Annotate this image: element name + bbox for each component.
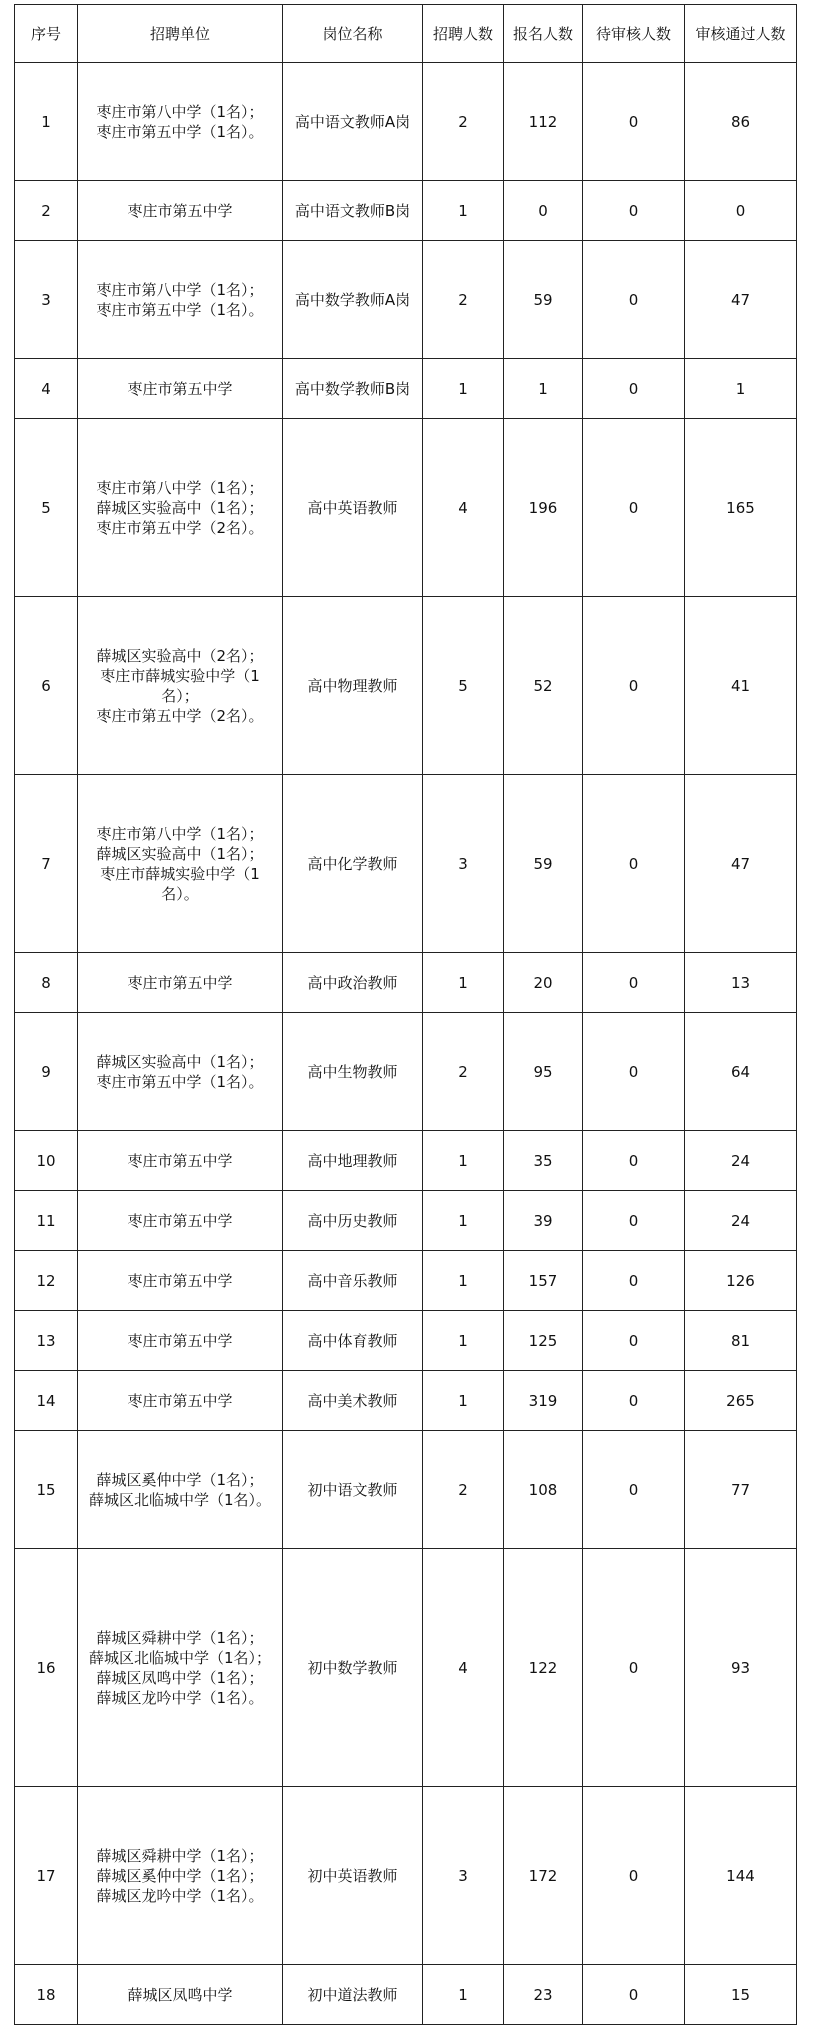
cell-approved: 47 xyxy=(685,775,797,953)
unit-line: 枣庄市第五中学 xyxy=(127,1211,233,1230)
cell-pending: 0 xyxy=(583,1965,685,2025)
cell-applicants: 59 xyxy=(504,775,583,953)
cell-applicants: 20 xyxy=(504,953,583,1013)
cell-quota: 5 xyxy=(423,597,504,775)
cell-position: 高中英语教师 xyxy=(283,419,423,597)
header-quota: 招聘人数 xyxy=(423,5,504,63)
cell-unit xyxy=(78,1013,283,1131)
cell-pending: 0 xyxy=(583,1371,685,1431)
cell-pending: 0 xyxy=(583,775,685,953)
unit-line: 枣庄市第八中学（1名）； xyxy=(96,824,264,843)
cell-position: 高中地理教师 xyxy=(283,1131,423,1191)
cell-no: 17 xyxy=(15,1787,78,1965)
unit-line: 枣庄市第五中学（1名）。 xyxy=(96,122,264,141)
cell-applicants: 1 xyxy=(504,359,583,419)
cell-no: 9 xyxy=(15,1013,78,1131)
cell-position: 高中物理教师 xyxy=(283,597,423,775)
cell-approved: 64 xyxy=(685,1013,797,1131)
cell-no: 2 xyxy=(15,181,78,241)
table-row xyxy=(15,181,797,241)
table-row xyxy=(15,241,797,359)
cell-no: 11 xyxy=(15,1191,78,1251)
unit-line: 薛城区实验高中（1名）； xyxy=(96,844,264,863)
cell-no: 5 xyxy=(15,419,78,597)
table-row xyxy=(15,597,797,775)
cell-pending: 0 xyxy=(583,63,685,181)
cell-pending: 0 xyxy=(583,419,685,597)
cell-no: 12 xyxy=(15,1251,78,1311)
unit-line: 枣庄市第八中学（1名）； xyxy=(96,280,264,299)
cell-pending: 0 xyxy=(583,181,685,241)
cell-approved: 81 xyxy=(685,1311,797,1371)
cell-quota: 1 xyxy=(423,1965,504,2025)
cell-pending: 0 xyxy=(583,1431,685,1549)
cell-applicants: 108 xyxy=(504,1431,583,1549)
cell-approved: 126 xyxy=(685,1251,797,1311)
cell-unit xyxy=(78,1787,283,1965)
unit-line: 薛城区龙吟中学（1名）。 xyxy=(96,1688,264,1707)
cell-position: 高中历史教师 xyxy=(283,1191,423,1251)
cell-approved: 41 xyxy=(685,597,797,775)
cell-quota: 1 xyxy=(423,181,504,241)
cell-no: 18 xyxy=(15,1965,78,2025)
cell-unit xyxy=(78,597,283,775)
table-row xyxy=(15,63,797,181)
unit-line: 枣庄市薛城实验中学（1 xyxy=(100,666,260,685)
cell-applicants: 319 xyxy=(504,1371,583,1431)
unit-line: 枣庄市第五中学 xyxy=(127,379,233,398)
cell-pending: 0 xyxy=(583,953,685,1013)
recruitment-table xyxy=(14,4,797,2025)
cell-applicants: 112 xyxy=(504,63,583,181)
unit-line: 枣庄市第五中学 xyxy=(127,1151,233,1170)
unit-line: 枣庄市第五中学（1名）。 xyxy=(96,300,264,319)
header-row xyxy=(15,5,797,63)
cell-unit xyxy=(78,775,283,953)
header-applicants: 报名人数 xyxy=(504,5,583,63)
cell-approved: 77 xyxy=(685,1431,797,1549)
cell-applicants: 23 xyxy=(504,1965,583,2025)
unit-line: 名）。 xyxy=(161,884,199,903)
cell-applicants: 122 xyxy=(504,1549,583,1787)
header-position: 岗位名称 xyxy=(283,5,423,63)
unit-line: 薛城区舜耕中学（1名）； xyxy=(96,1628,264,1647)
cell-pending: 0 xyxy=(583,597,685,775)
cell-applicants: 39 xyxy=(504,1191,583,1251)
unit-line: 枣庄市第五中学（2名）。 xyxy=(96,706,264,725)
cell-applicants: 125 xyxy=(504,1311,583,1371)
cell-quota: 2 xyxy=(423,241,504,359)
unit-line: 枣庄市第八中学（1名）； xyxy=(96,478,264,497)
cell-no: 3 xyxy=(15,241,78,359)
cell-position: 初中数学教师 xyxy=(283,1549,423,1787)
cell-approved: 86 xyxy=(685,63,797,181)
cell-quota: 1 xyxy=(423,1311,504,1371)
table-row xyxy=(15,1371,797,1431)
cell-approved: 265 xyxy=(685,1371,797,1431)
unit-line: 薛城区奚仲中学（1名）； xyxy=(96,1866,264,1885)
cell-unit xyxy=(78,1549,283,1787)
unit-line: 枣庄市第八中学（1名）； xyxy=(96,102,264,121)
unit-line: 枣庄市第五中学 xyxy=(127,1271,233,1290)
table-body xyxy=(15,63,797,2025)
unit-line: 枣庄市第五中学 xyxy=(127,973,233,992)
cell-approved: 1 xyxy=(685,359,797,419)
cell-unit xyxy=(78,1311,283,1371)
header-no: 序号 xyxy=(15,5,78,63)
unit-line: 薛城区舜耕中学（1名）； xyxy=(96,1846,264,1865)
table-row xyxy=(15,1965,797,2025)
cell-no: 8 xyxy=(15,953,78,1013)
cell-quota: 1 xyxy=(423,1131,504,1191)
cell-unit xyxy=(78,241,283,359)
table-row xyxy=(15,1311,797,1371)
cell-no: 1 xyxy=(15,63,78,181)
cell-no: 14 xyxy=(15,1371,78,1431)
cell-quota: 2 xyxy=(423,1013,504,1131)
cell-no: 10 xyxy=(15,1131,78,1191)
cell-no: 16 xyxy=(15,1549,78,1787)
cell-approved: 15 xyxy=(685,1965,797,2025)
cell-approved: 47 xyxy=(685,241,797,359)
cell-position: 高中语文教师A岗 xyxy=(283,63,423,181)
cell-no: 4 xyxy=(15,359,78,419)
cell-approved: 24 xyxy=(685,1191,797,1251)
cell-applicants: 95 xyxy=(504,1013,583,1131)
table-row xyxy=(15,359,797,419)
cell-position: 高中语文教师B岗 xyxy=(283,181,423,241)
cell-position: 初中语文教师 xyxy=(283,1431,423,1549)
cell-unit xyxy=(78,1191,283,1251)
cell-position: 高中生物教师 xyxy=(283,1013,423,1131)
table-row xyxy=(15,1131,797,1191)
header-pending: 待审核人数 xyxy=(583,5,685,63)
cell-quota: 3 xyxy=(423,775,504,953)
cell-applicants: 157 xyxy=(504,1251,583,1311)
cell-no: 15 xyxy=(15,1431,78,1549)
table-row xyxy=(15,1013,797,1131)
cell-quota: 2 xyxy=(423,63,504,181)
unit-line: 枣庄市薛城实验中学（1 xyxy=(100,864,260,883)
header-unit: 招聘单位 xyxy=(78,5,283,63)
table-row xyxy=(15,1191,797,1251)
cell-pending: 0 xyxy=(583,1311,685,1371)
unit-line: 枣庄市第五中学（1名）。 xyxy=(96,1072,264,1091)
cell-position: 初中英语教师 xyxy=(283,1787,423,1965)
table-row xyxy=(15,1251,797,1311)
cell-position: 初中道法教师 xyxy=(283,1965,423,2025)
cell-quota: 1 xyxy=(423,1191,504,1251)
cell-unit xyxy=(78,419,283,597)
cell-approved: 0 xyxy=(685,181,797,241)
unit-line: 薛城区凤鸣中学 xyxy=(127,1985,233,2004)
table-row xyxy=(15,1431,797,1549)
cell-position: 高中美术教师 xyxy=(283,1371,423,1431)
cell-approved: 144 xyxy=(685,1787,797,1965)
cell-unit xyxy=(78,1965,283,2025)
cell-applicants: 59 xyxy=(504,241,583,359)
unit-line: 名）； xyxy=(161,686,199,705)
cell-position: 高中化学教师 xyxy=(283,775,423,953)
cell-pending: 0 xyxy=(583,1191,685,1251)
unit-line: 薛城区凤鸣中学（1名）； xyxy=(96,1668,264,1687)
cell-approved: 93 xyxy=(685,1549,797,1787)
cell-approved: 24 xyxy=(685,1131,797,1191)
unit-line: 枣庄市第五中学 xyxy=(127,201,233,220)
cell-position: 高中政治教师 xyxy=(283,953,423,1013)
cell-pending: 0 xyxy=(583,1131,685,1191)
cell-pending: 0 xyxy=(583,359,685,419)
unit-line: 薛城区奚仲中学（1名）； xyxy=(96,1470,264,1489)
unit-line: 薛城区实验高中（1名）； xyxy=(96,498,264,517)
cell-pending: 0 xyxy=(583,1787,685,1965)
unit-line: 薛城区龙吟中学（1名）。 xyxy=(96,1886,264,1905)
cell-quota: 1 xyxy=(423,359,504,419)
cell-quota: 2 xyxy=(423,1431,504,1549)
table-row xyxy=(15,775,797,953)
cell-unit xyxy=(78,1371,283,1431)
cell-approved: 165 xyxy=(685,419,797,597)
cell-unit xyxy=(78,953,283,1013)
cell-applicants: 52 xyxy=(504,597,583,775)
cell-unit xyxy=(78,1131,283,1191)
table-row xyxy=(15,419,797,597)
table-row xyxy=(15,953,797,1013)
cell-position: 高中数学教师B岗 xyxy=(283,359,423,419)
cell-quota: 1 xyxy=(423,953,504,1013)
cell-unit xyxy=(78,181,283,241)
unit-line: 薛城区北临城中学（1名）。 xyxy=(88,1490,272,1509)
unit-line: 薛城区北临城中学（1名）； xyxy=(88,1648,272,1667)
cell-applicants: 196 xyxy=(504,419,583,597)
header-approved: 审核通过人数 xyxy=(685,5,797,63)
cell-quota: 4 xyxy=(423,419,504,597)
cell-position: 高中数学教师A岗 xyxy=(283,241,423,359)
cell-applicants: 0 xyxy=(504,181,583,241)
table-row xyxy=(15,1787,797,1965)
unit-line: 枣庄市第五中学 xyxy=(127,1331,233,1350)
cell-unit xyxy=(78,359,283,419)
cell-pending: 0 xyxy=(583,241,685,359)
cell-no: 13 xyxy=(15,1311,78,1371)
cell-quota: 1 xyxy=(423,1371,504,1431)
cell-quota: 4 xyxy=(423,1549,504,1787)
cell-unit xyxy=(78,1251,283,1311)
cell-position: 高中体育教师 xyxy=(283,1311,423,1371)
unit-line: 薛城区实验高中（2名）； xyxy=(96,646,264,665)
cell-quota: 3 xyxy=(423,1787,504,1965)
cell-unit xyxy=(78,1431,283,1549)
cell-quota: 1 xyxy=(423,1251,504,1311)
cell-no: 7 xyxy=(15,775,78,953)
cell-approved: 13 xyxy=(685,953,797,1013)
unit-line: 枣庄市第五中学（2名）。 xyxy=(96,518,264,537)
cell-applicants: 35 xyxy=(504,1131,583,1191)
table-row xyxy=(15,1549,797,1787)
unit-line: 薛城区实验高中（1名）； xyxy=(96,1052,264,1071)
cell-no: 6 xyxy=(15,597,78,775)
cell-applicants: 172 xyxy=(504,1787,583,1965)
cell-pending: 0 xyxy=(583,1251,685,1311)
unit-line: 枣庄市第五中学 xyxy=(127,1391,233,1410)
cell-position: 高中音乐教师 xyxy=(283,1251,423,1311)
cell-unit xyxy=(78,63,283,181)
cell-pending: 0 xyxy=(583,1013,685,1131)
cell-pending: 0 xyxy=(583,1549,685,1787)
